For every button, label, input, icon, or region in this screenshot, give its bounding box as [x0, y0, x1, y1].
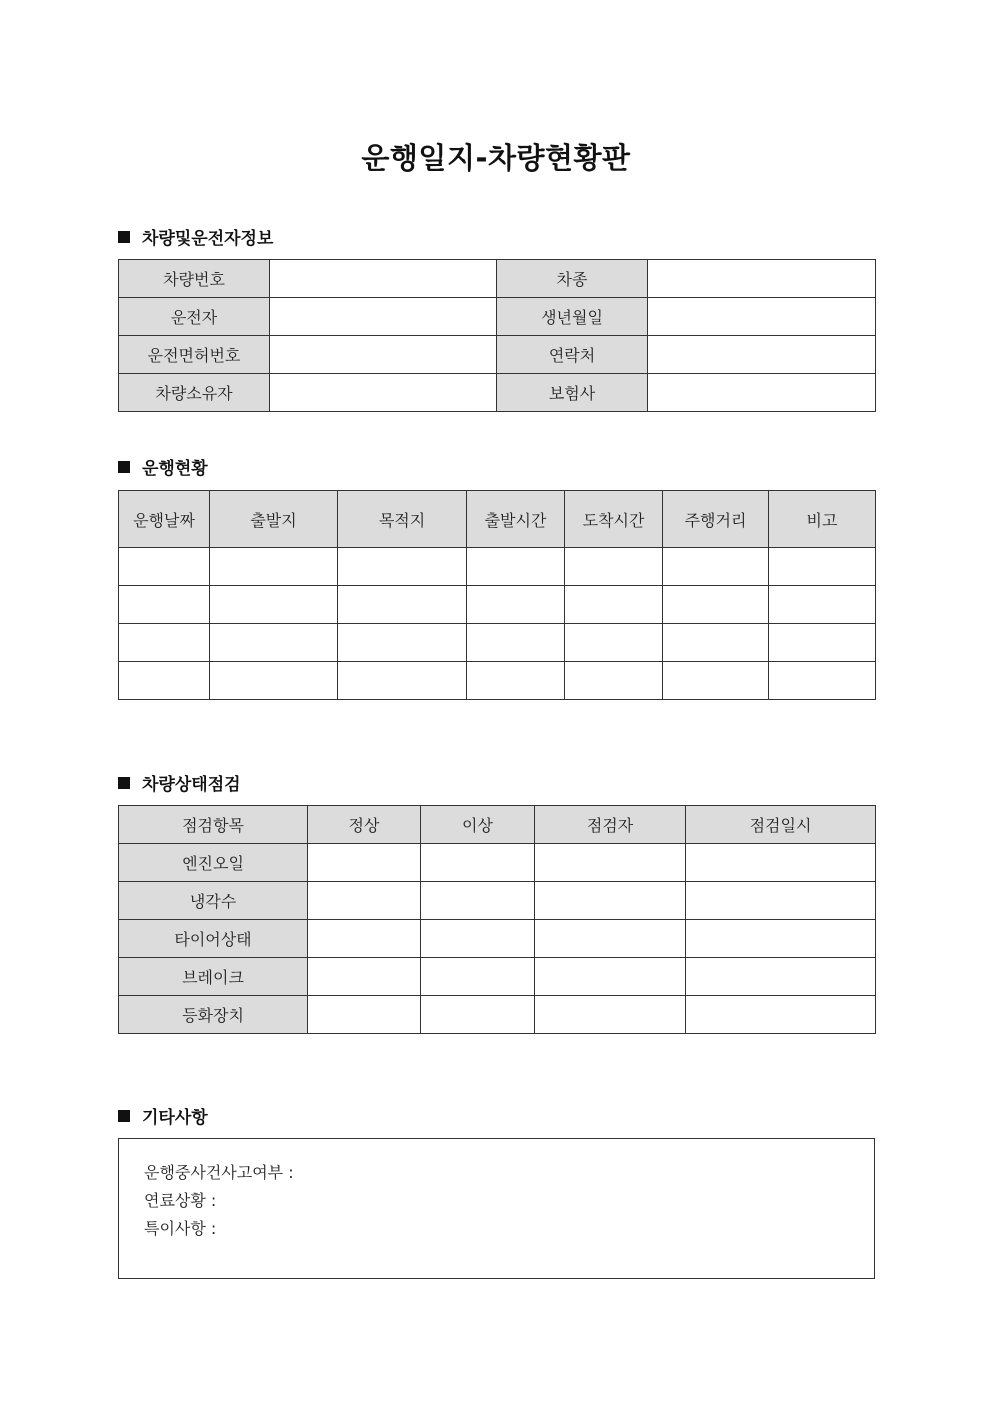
inspection-item-label: 브레이크 [119, 958, 308, 996]
table-cell[interactable] [565, 624, 663, 662]
table-cell[interactable] [663, 624, 769, 662]
column-header: 점검일시 [686, 806, 876, 844]
note-remarks: 특이사항 : [144, 1219, 217, 1238]
table-cell[interactable] [565, 586, 663, 624]
table-row [119, 662, 876, 700]
table-row [119, 298, 876, 336]
inspection-item-label: 엔진오일 [119, 844, 308, 882]
table-cell[interactable] [686, 958, 876, 996]
table-cell[interactable] [467, 662, 565, 700]
table-cell[interactable] [769, 624, 876, 662]
table-cell[interactable] [686, 882, 876, 920]
column-header: 주행거리 [663, 491, 769, 548]
table-cell[interactable] [338, 548, 467, 586]
table-row [119, 260, 876, 298]
column-header: 출발지 [210, 491, 338, 548]
operation-table [118, 490, 876, 700]
table-cell[interactable] [686, 844, 876, 882]
field-label-license-number: 운전면허번호 [119, 336, 270, 374]
table-row [119, 882, 876, 920]
table-cell[interactable] [535, 920, 686, 958]
column-header: 정상 [308, 806, 421, 844]
table-cell[interactable] [565, 548, 663, 586]
table-row [119, 920, 876, 958]
section-heading-label: 기타사항 [142, 1108, 208, 1128]
field-label-insurer: 보험사 [497, 374, 648, 412]
table-cell[interactable] [769, 548, 876, 586]
table-cell[interactable] [308, 920, 421, 958]
table-cell[interactable] [421, 844, 535, 882]
table-cell[interactable] [119, 662, 210, 700]
table-cell[interactable] [119, 586, 210, 624]
table-cell[interactable] [119, 624, 210, 662]
table-cell[interactable] [686, 996, 876, 1034]
field-label-driver: 운전자 [119, 298, 270, 336]
square-bullet-icon [118, 777, 130, 789]
inspection-item-label: 냉각수 [119, 882, 308, 920]
table-row [119, 586, 876, 624]
table-cell[interactable] [663, 548, 769, 586]
table-header-row [119, 806, 876, 844]
square-bullet-icon [118, 461, 130, 473]
inspection-item-label: 등화장치 [119, 996, 308, 1034]
field-value-vehicle-type[interactable] [648, 260, 876, 298]
note-incident: 운행중사건사고여부 : [144, 1163, 294, 1182]
table-cell[interactable] [686, 920, 876, 958]
table-cell[interactable] [119, 548, 210, 586]
field-value-contact[interactable] [648, 336, 876, 374]
field-value-insurer[interactable] [648, 374, 876, 412]
table-cell[interactable] [769, 586, 876, 624]
column-header: 점검항목 [119, 806, 308, 844]
page-title: 운행일지-차량현황판 [361, 141, 631, 175]
table-cell[interactable] [535, 844, 686, 882]
section-heading-label: 차량및운전자정보 [142, 229, 274, 249]
inspection-table [118, 805, 876, 1034]
table-cell[interactable] [663, 662, 769, 700]
table-cell[interactable] [338, 586, 467, 624]
vehicle-info-table [118, 259, 876, 412]
section-heading-other [118, 1103, 208, 1128]
table-cell[interactable] [467, 624, 565, 662]
field-label-owner: 차량소유자 [119, 374, 270, 412]
table-row [119, 624, 876, 662]
table-cell[interactable] [535, 882, 686, 920]
section-heading-vehicle-info [118, 224, 273, 249]
field-value-driver[interactable] [270, 298, 497, 336]
table-cell[interactable] [467, 548, 565, 586]
section-heading-inspection [118, 770, 241, 795]
table-cell[interactable] [565, 662, 663, 700]
table-cell[interactable] [421, 996, 535, 1034]
field-label-vehicle-number: 차량번호 [119, 260, 270, 298]
table-cell[interactable] [421, 882, 535, 920]
square-bullet-icon [118, 231, 130, 243]
table-cell[interactable] [769, 662, 876, 700]
field-value-license-number[interactable] [270, 336, 497, 374]
section-heading-label: 운행현황 [142, 459, 208, 479]
table-row [119, 336, 876, 374]
column-header: 점검자 [535, 806, 686, 844]
field-label-vehicle-type: 차종 [497, 260, 648, 298]
table-cell[interactable] [210, 548, 338, 586]
column-header: 이상 [421, 806, 535, 844]
field-value-owner[interactable] [270, 374, 497, 412]
table-cell[interactable] [421, 920, 535, 958]
table-row [119, 548, 876, 586]
notes-box[interactable] [118, 1138, 875, 1279]
table-cell[interactable] [338, 624, 467, 662]
table-cell[interactable] [663, 586, 769, 624]
table-cell[interactable] [308, 844, 421, 882]
table-row [119, 958, 876, 996]
column-header: 운행날짜 [119, 491, 210, 548]
field-label-birthdate: 생년월일 [497, 298, 648, 336]
table-cell[interactable] [308, 996, 421, 1034]
table-cell[interactable] [535, 958, 686, 996]
table-cell[interactable] [338, 662, 467, 700]
section-heading-label: 차량상태점검 [142, 775, 241, 795]
inspection-item-label: 타이어상태 [119, 920, 308, 958]
table-row [119, 996, 876, 1034]
field-value-vehicle-number[interactable] [270, 260, 497, 298]
table-cell[interactable] [210, 662, 338, 700]
table-header-row [119, 491, 876, 548]
field-label-contact: 연락처 [497, 336, 648, 374]
table-cell[interactable] [210, 586, 338, 624]
field-value-birthdate[interactable] [648, 298, 876, 336]
column-header: 비고 [769, 491, 876, 548]
section-heading-operation [118, 454, 208, 479]
table-cell[interactable] [467, 586, 565, 624]
table-cell[interactable] [210, 624, 338, 662]
column-header: 출발시간 [467, 491, 565, 548]
table-row [119, 844, 876, 882]
square-bullet-icon [118, 1110, 130, 1122]
column-header: 도착시간 [565, 491, 663, 548]
table-cell[interactable] [308, 958, 421, 996]
table-cell[interactable] [308, 882, 421, 920]
table-row [119, 374, 876, 412]
table-cell[interactable] [421, 958, 535, 996]
note-fuel: 연료상황 : [144, 1191, 217, 1210]
table-cell[interactable] [535, 996, 686, 1034]
column-header: 목적지 [338, 491, 467, 548]
